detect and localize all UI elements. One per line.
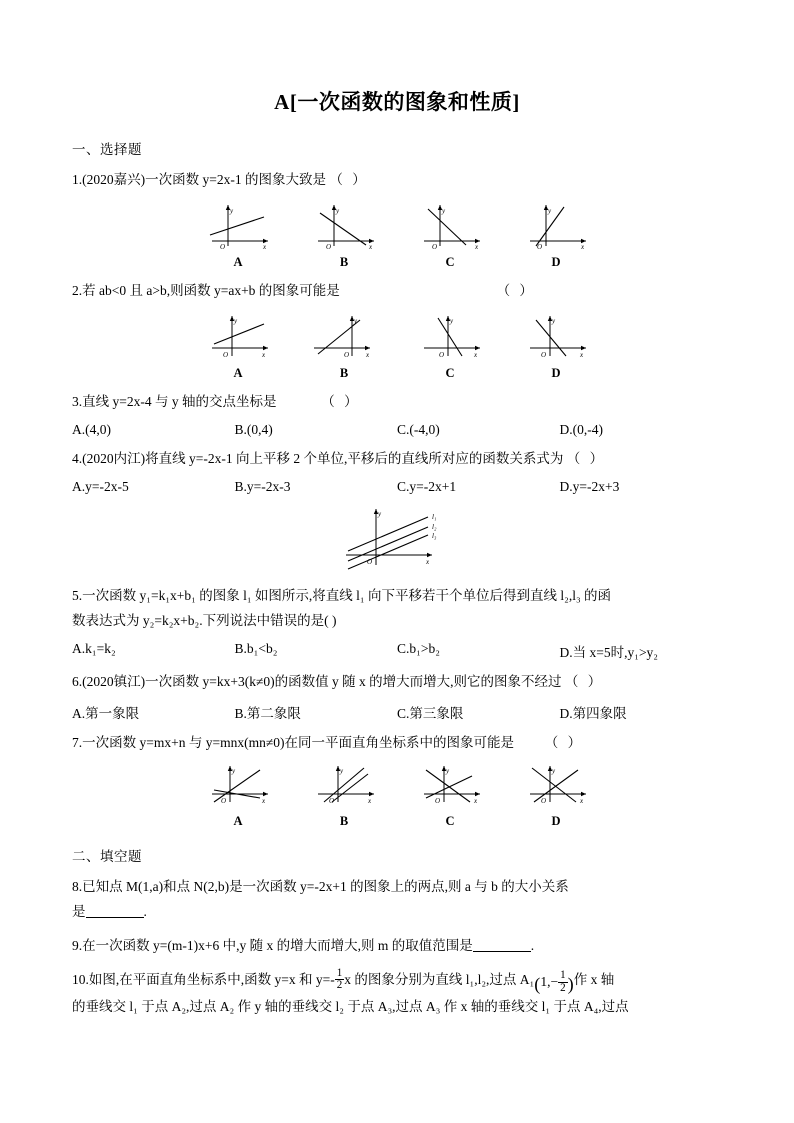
svg-text:O: O [366,557,372,566]
graph-icon [414,310,486,360]
question-1-text: 1.(2020嘉兴)一次函数 y=2x-1 的图象大致是 [72,172,326,187]
svg-text:y: y [552,766,556,775]
svg-text:l₂: l₂ [431,522,436,531]
choice-a: A.(4,0) [72,421,111,437]
graph-icon [308,199,380,249]
question-5-figure [72,503,722,575]
question-10-line1-a: 10.如图,在平面直角坐标系中,函数 y=x 和 y=- [72,971,335,987]
figure-option-a [202,310,274,381]
svg-text:O: O [223,350,229,359]
section-head-choice: 一、选择题 [72,142,142,157]
graph-icon [202,199,274,249]
figure-option-a [202,762,274,829]
question-7-figures [72,762,722,829]
graph-icon [320,503,475,575]
svg-text:O: O [326,242,332,249]
question-3 [72,390,722,415]
graph-icon [414,762,486,808]
svg-text:x: x [580,796,584,805]
question-10-line2: 的垂线交 l₁ 于点 A₂,过点 A₂ 作 y 轴的垂线交 l₂ 于点 A₃,过点 A₃ 作 x 轴的垂线交 l₁ 于点 A₄,过点 [72,999,629,1015]
choice-b: B.b₁<b₂ [234,640,278,656]
figure-option-d [520,762,592,829]
question-5-choices [72,641,722,661]
question-1-paren: （ ） [329,172,369,187]
svg-text:x: x [368,796,372,805]
figure-label: C [445,254,455,269]
figure-option-b [308,762,380,829]
choice-d: D.第四象限 [559,705,627,721]
question-10-line1-b: x 的图象分别为直线 l₁,l₂,过点 A₁ [344,971,535,987]
choice-d: D.(0,-4) [559,421,603,437]
question-2 [72,279,722,304]
svg-text:O: O [435,796,441,805]
svg-text:y: y [230,206,234,215]
svg-text:y: y [446,766,450,775]
graph-icon [308,310,380,360]
question-4-text: 4.(2020内江)将直线 y=-2x-1 向上平移 2 个单位,平移后的直线所对应的函数关系式为 [72,450,564,466]
choice-c: C.b₁>b₂ [397,640,440,656]
svg-text:y: y [234,316,238,325]
page-title: A[一次函数的图象和性质] [274,90,520,114]
question-7-paren: （ ） [544,734,585,750]
svg-text:y: y [450,316,454,325]
answer-blank-8[interactable] [86,904,144,918]
question-6-paren: （ ） [564,673,605,689]
question-2-paren: （ ） [496,282,536,298]
svg-text:x: x [580,350,584,359]
svg-text:O: O [329,796,335,805]
question-8 [72,875,722,925]
figure-option-c [414,310,486,381]
figure-option-d [520,310,592,381]
svg-text:y: y [377,509,381,518]
svg-text:O: O [221,796,227,805]
svg-text:x: x [474,350,478,359]
graph-icon [520,199,592,249]
figure-label: B [339,365,349,380]
figure-option-b [308,310,380,381]
figure-option-c [414,199,486,270]
question-1-figures [72,199,722,270]
svg-text:O: O [344,350,350,359]
figure-label: B [339,813,349,828]
question-5-line2: 数表达式为 y₂=k₂x+b₂.下列说法中错误的是( ) [72,612,337,628]
figure-option-a [202,199,274,270]
choice-b: B.y=-2x-3 [234,478,291,494]
question-8-line2 [72,900,722,925]
svg-text:x: x [425,557,429,566]
svg-text:x: x [262,796,266,805]
choice-b: B.第二象限 [234,705,301,721]
figure-label: A [233,365,243,380]
svg-text:x: x [474,796,478,805]
svg-text:x: x [263,242,267,249]
svg-text:y: y [340,766,344,775]
figure-option-c [414,762,486,829]
question-8-line2-pre: 是 [72,903,86,919]
svg-text:O: O [439,350,445,359]
graph-icon [202,762,274,808]
point-a1-coordinates: (1,− $\frac{1}{2}$ ) [534,969,574,994]
question-7-text: 7.一次函数 y=mx+n 与 y=mnx(mn≠0)在同一平面直角坐标系中的图象可能是 [72,734,514,750]
figure-label: D [551,254,561,269]
svg-text:y: y [548,206,552,215]
graph-icon [202,310,274,360]
figure-label: B [339,254,349,269]
question-8-line1: 8.已知点 M(1,a)和点 N(2,b)是一次函数 y=-2x+1 的图象上的两点,则 a 与 b 的大小关系 [72,878,569,894]
section-head-fill: 二、填空题 [72,848,142,864]
svg-text:O: O [541,350,547,359]
choice-c: C.(-4,0) [397,421,440,437]
fraction-one-half-coord: $\frac{1}{2}$ [560,969,566,994]
question-5-line1: 5.一次函数 y₁=k₁x+b₁ 的图象 l₁ 如图所示,将直线 l₁ 向下平移若干个单位后得到直线 l₂,l₃ 的函 [72,587,612,603]
question-8-line2-post: . [143,903,147,919]
question-2-figures [72,310,722,381]
question-6-choices [72,702,722,722]
question-10-line1 [72,968,722,996]
question-2-text: 2.若 ab<0 且 a>b,则函数 y=ax+b 的图象可能是 [72,282,340,298]
choice-c: C.第三象限 [397,705,464,721]
svg-text:O: O [432,242,438,249]
question-10 [72,968,722,1021]
question-9 [72,934,722,959]
question-4-paren: （ ） [566,450,607,466]
svg-text:x: x [262,350,266,359]
question-3-text: 3.直线 y=2x-4 与 y 轴的交点坐标是 [72,393,277,409]
figure-label: C [445,365,455,380]
question-9-pre: 9.在一次函数 y=(m-1)x+6 中,y 随 x 的增大而增大,则 m 的取值范围是 [72,937,473,953]
svg-text:x: x [369,242,373,249]
question-7 [72,731,722,756]
choice-a: A.y=-2x-5 [72,478,129,494]
svg-text:x: x [581,242,585,249]
graph-icon [308,762,380,808]
graph-icon [414,199,486,249]
svg-text:x: x [366,350,370,359]
question-10-line1-c: 作 x 轴 [573,971,615,987]
choice-a: A.k₁=k₂ [72,640,116,656]
svg-text:y: y [232,766,236,775]
graph-icon [520,310,592,360]
question-9-post: . [530,937,535,953]
graph-icon [520,762,592,808]
choice-d: D.y=-2x+3 [559,478,620,494]
question-4-choices [72,479,722,495]
svg-text:l₁: l₁ [431,512,436,521]
question-3-paren: （ ） [321,393,361,409]
choice-b: B.(0,4) [234,421,273,437]
question-4 [72,447,722,472]
svg-text:y: y [442,206,446,215]
figure-label: A [233,813,243,828]
svg-text:O: O [541,796,547,805]
figure-option-b [308,199,380,270]
choice-a: A.第一象限 [72,705,140,721]
question-5 [72,584,722,634]
svg-text:x: x [475,242,479,249]
choice-d: D.当 x=5时,y₁>y₂ [559,644,659,660]
figure-label: D [551,365,561,380]
fraction-one-half: $\frac{1}{2}$ [336,966,343,992]
question-3-choices [72,422,722,438]
question-6 [72,670,722,695]
figure-label: D [551,813,561,828]
choice-c: C.y=-2x+1 [397,478,457,494]
figure-option-d [520,199,592,270]
svg-text:O: O [537,242,543,249]
answer-blank-9[interactable] [473,938,531,952]
svg-text:O: O [220,242,226,249]
question-1 [72,168,722,193]
svg-text:y: y [552,316,556,325]
figure-label: C [445,813,455,828]
svg-text:y: y [336,206,340,215]
question-6-text: 6.(2020镇江)一次函数 y=kx+3(k≠0)的函数值 y 随 x 的增大而增大,则它的图象不经过 [72,673,562,689]
svg-text:l₃: l₃ [431,531,436,540]
svg-text:y: y [354,316,358,325]
figure-label: A [233,254,243,269]
